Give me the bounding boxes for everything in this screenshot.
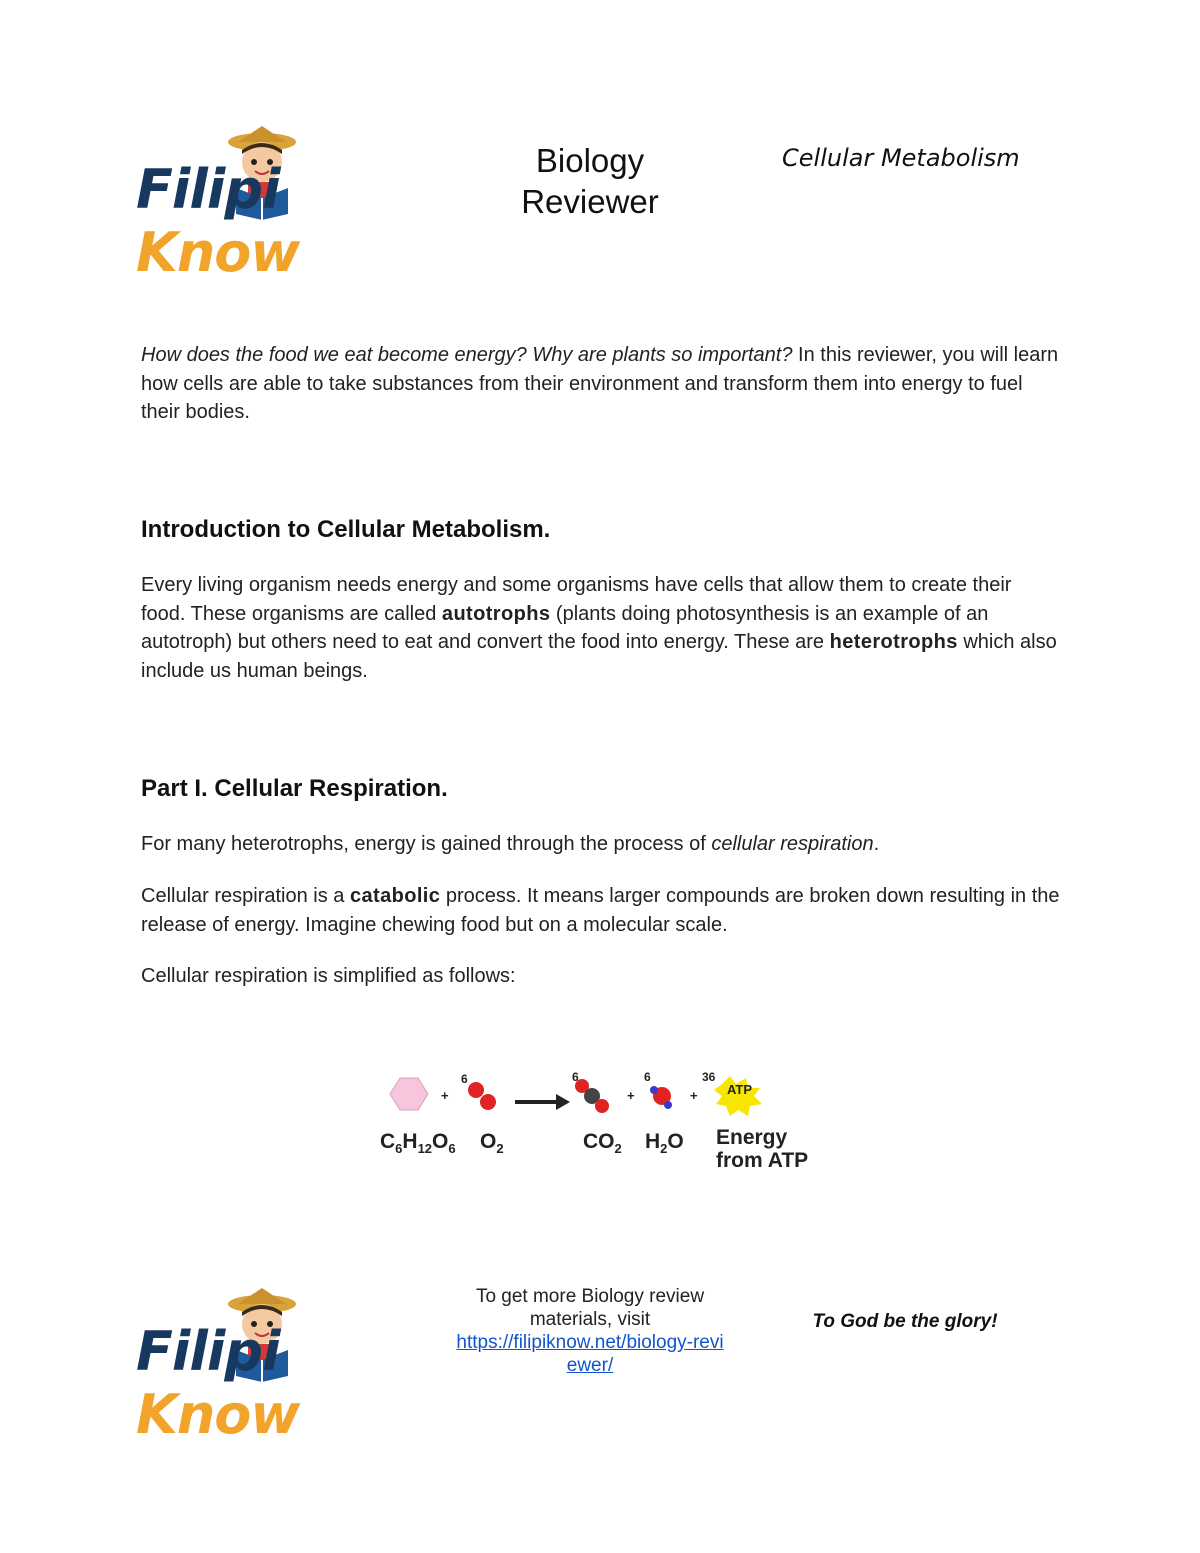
logo-text [136,158,406,284]
energy-label [716,1126,808,1172]
header-logo [136,124,406,284]
energy-label-line-2: from ATP [716,1149,809,1172]
section2-paragraph-2 [141,882,1061,939]
footer-logo [136,1286,406,1446]
link-line-2[interactable]: ewer/ [566,1355,614,1376]
plus-sign-1: + [441,1088,449,1103]
plus-sign-2: + [627,1088,635,1103]
section1-text-a: Every living organism needs energy and some organisms have cells that allow them to create their food. These organisms are called [141,574,1012,625]
h2o-label: $H_2O$ [645,1130,684,1157]
footer-line-1: To get more Biology review [475,1286,705,1307]
footer-logo-text [136,1320,406,1446]
term-cellular-respiration: cellular respiration [711,833,874,855]
footer-logo-text-filipi: Filipi [136,1320,280,1383]
title-line-1: Biology [535,142,645,179]
coef-co2: 6 [572,1070,579,1084]
section1-text-c: (plants doing photosynthesis is an example of an autotroph) but others need to eat and convert the food into energy. These are [141,602,989,653]
term-catabolic: catabolic [349,885,441,907]
glucose-label: $C_6H_{12}O_6$ [380,1130,456,1157]
section2-p2-text-c: process. It means larger compounds are broken down resulting in the release of energy. Imagine chewing food but on a molecular scale. [141,885,1060,936]
coef-atp: 36 [702,1070,716,1084]
section-heading-cellular-respiration: Part I. Cellular Respiration. [141,775,448,802]
section1-paragraph [141,571,1061,685]
title-line-2: Reviewer [521,183,659,220]
oxygen-label: $O_2$ [480,1130,504,1157]
term-heterotrophs: heterotrophs [829,631,958,653]
co2-label: $CO_2$ [583,1130,622,1157]
intro-paragraph [141,341,1061,427]
oxygen-molecule-icon [468,1082,484,1098]
glucose-molecule-icon [390,1078,428,1110]
footer-line-2: materials, visit [529,1309,651,1330]
coef-o2: 6 [461,1072,468,1086]
intro-text: In this reviewer, you will learn how cells are able to take substances from their environment and transform them into energy to fuel their bodies. [141,344,1059,423]
logo-text-filipi: Filipi [136,158,280,221]
footer-logo-text-know: Know [136,1383,300,1446]
section2-text-a: For many heterotrophs, energy is gained through the process of [141,833,712,855]
link-line-1[interactable]: https://filipiknow.net/biology-revi [456,1332,724,1353]
glory-text: To God be the glory! [812,1311,998,1332]
respiration-equation [370,1062,840,1182]
section-heading-introduction: Introduction to Cellular Metabolism. [141,516,551,543]
plus-sign-3: + [690,1088,698,1103]
document-title [470,140,710,222]
section2-p2-text-a: Cellular respiration is a [141,885,350,907]
coef-h2o: 6 [644,1070,651,1084]
section1-text-e: which also include us human beings. [141,631,1057,682]
logo-text-know: Know [136,221,300,284]
biology-reviewer-link[interactable] [440,1331,740,1377]
section2-paragraph-3: Cellular respiration is simplified as follows: [141,965,516,987]
section2-paragraph-1 [141,830,1061,859]
atp-badge-label: ATP [727,1082,753,1097]
document-subtitle: Cellular Metabolism [782,144,1020,172]
energy-label-line-1: Energy [716,1126,788,1149]
footer-info [440,1285,740,1377]
term-autotrophs: autotrophs [441,602,551,625]
intro-question: How does the food we eat become energy? Why are plants so important? [141,344,793,366]
section2-text-c: . [873,833,880,855]
